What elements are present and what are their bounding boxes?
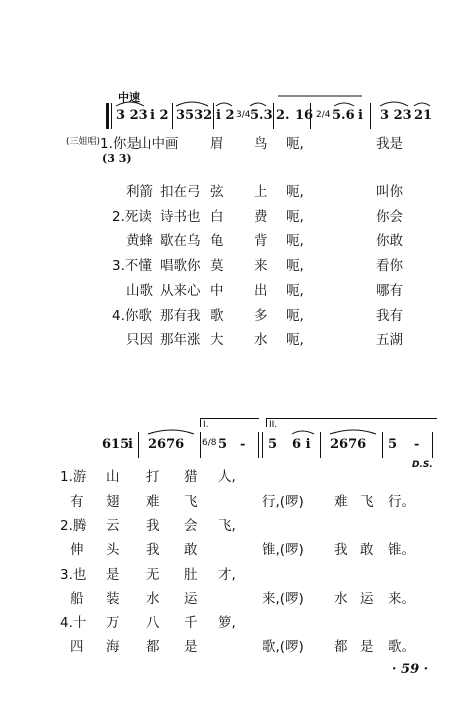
lyric: 云 bbox=[106, 518, 120, 534]
lyric: 猎 bbox=[184, 469, 198, 485]
lyric: 是 bbox=[184, 639, 198, 655]
lyric: 歌 bbox=[210, 308, 224, 324]
note-group: i 2 bbox=[150, 108, 169, 123]
lyric: 飞, bbox=[218, 518, 236, 534]
note-group: 3 23 bbox=[116, 108, 148, 123]
lyric: 歇在乌 bbox=[160, 233, 201, 249]
lyric: 四 bbox=[70, 639, 84, 655]
lyric: 呃, bbox=[286, 308, 304, 324]
lyric: 锥,(啰) bbox=[262, 542, 304, 558]
lyric: 都 bbox=[146, 639, 160, 655]
note-group: 5 bbox=[268, 437, 278, 452]
lyric: 山中画 bbox=[138, 136, 179, 152]
lyric: 行。 bbox=[388, 494, 415, 510]
lyric: 中 bbox=[210, 283, 224, 299]
lyric: 水 bbox=[146, 591, 160, 607]
lyric: 4.十 bbox=[60, 615, 87, 631]
lyric: 呃, bbox=[286, 136, 304, 152]
lyric: 背 bbox=[254, 233, 268, 249]
lyric: 肚 bbox=[184, 567, 198, 583]
note-group: 5.6 bbox=[332, 108, 355, 123]
lyric: 多 bbox=[254, 308, 268, 324]
lyric: 你会 bbox=[376, 209, 403, 225]
lyric: 龟 bbox=[210, 233, 224, 249]
lyric: 3.不懂 bbox=[112, 258, 152, 274]
lyric: 那有我 bbox=[160, 308, 201, 324]
lyric: 是 bbox=[360, 639, 374, 655]
note-group: 6 i bbox=[292, 437, 311, 452]
note-group: 21 bbox=[414, 108, 433, 123]
volta-label-1: I. bbox=[203, 420, 209, 430]
lyric: 你敢 bbox=[376, 233, 403, 249]
lyric: 万 bbox=[106, 615, 120, 631]
slur-arcs bbox=[0, 400, 474, 440]
note-group: 5.3 bbox=[250, 108, 273, 123]
lyric: 无 bbox=[146, 567, 160, 583]
lyric: 难 bbox=[334, 494, 348, 510]
lyric: 敢 bbox=[360, 542, 374, 558]
lyric: 八 bbox=[146, 615, 160, 631]
note-group: 2676 bbox=[330, 437, 367, 452]
slur-arcs bbox=[0, 0, 474, 140]
lyric: 会 bbox=[184, 518, 198, 534]
lyric: 船 bbox=[70, 591, 84, 607]
note-group: i bbox=[358, 108, 363, 123]
lyric: 唱歌你 bbox=[160, 258, 201, 274]
lyric: 敢 bbox=[184, 542, 198, 558]
note-group: 5 bbox=[218, 437, 228, 452]
note-group: 615 bbox=[102, 437, 130, 452]
lyric: 扣在弓 bbox=[160, 184, 201, 200]
lyric: 哪有 bbox=[376, 283, 403, 299]
lyric: 水 bbox=[334, 591, 348, 607]
lyric: 大 bbox=[210, 332, 224, 348]
lyric: 4.你歌 bbox=[112, 308, 152, 324]
lyric: 人, bbox=[218, 469, 236, 485]
time-signature: 6/8 bbox=[202, 438, 217, 448]
lyric: 锥。 bbox=[388, 542, 415, 558]
lyric: 海 bbox=[106, 639, 120, 655]
time-signature: 3/4 bbox=[236, 110, 251, 120]
lyric: 1.游 bbox=[60, 469, 87, 485]
lyric: 运 bbox=[360, 591, 374, 607]
lyric: 那年涨 bbox=[160, 332, 201, 348]
lyric: 鸟 bbox=[254, 136, 268, 152]
lyric: 叫你 bbox=[376, 184, 403, 200]
lyric: 行,(啰) bbox=[262, 494, 304, 510]
page-number: · 59 · bbox=[392, 662, 429, 677]
lyric: 3.也 bbox=[60, 567, 87, 583]
lyric: 呃, bbox=[286, 209, 304, 225]
lyric: 呃, bbox=[286, 184, 304, 200]
lyric: 头 bbox=[106, 542, 120, 558]
lyric: 呃, bbox=[286, 332, 304, 348]
lyric: 五湖 bbox=[376, 332, 403, 348]
lyric: 黄蜂 bbox=[126, 233, 153, 249]
lyric: 歌,(啰) bbox=[262, 639, 304, 655]
lyric: 利箭 bbox=[126, 184, 153, 200]
lyric: 弦 bbox=[210, 184, 224, 200]
lyric: 诗书也 bbox=[160, 209, 201, 225]
lyric: 2.腾 bbox=[60, 518, 87, 534]
lyric: 才, bbox=[218, 567, 236, 583]
lyric: 都 bbox=[334, 639, 348, 655]
note-group: i 2 bbox=[216, 108, 235, 123]
lyric: 装 bbox=[106, 591, 120, 607]
note-group: 3 23 bbox=[380, 108, 412, 123]
lyric: 呃, bbox=[286, 283, 304, 299]
lyric: 飞 bbox=[360, 494, 374, 510]
note-group: 3532 bbox=[176, 108, 213, 123]
lyric: 只因 bbox=[126, 332, 153, 348]
lyric: 白 bbox=[210, 209, 224, 225]
lyric: 从来心 bbox=[160, 283, 201, 299]
tempo-marking: 中速 bbox=[118, 91, 140, 104]
lyric: 歌。 bbox=[388, 639, 415, 655]
note-group: i bbox=[128, 437, 133, 452]
lyric: 难 bbox=[146, 494, 160, 510]
lyric: 来。 bbox=[388, 591, 415, 607]
lyric: 我是 bbox=[376, 136, 403, 152]
lyric: 飞 bbox=[184, 494, 198, 510]
voice-label: (三姐唱) bbox=[66, 137, 101, 147]
lyric: 2.死读 bbox=[112, 209, 152, 225]
lyric: 有 bbox=[70, 494, 84, 510]
lyric: 打 bbox=[146, 469, 160, 485]
lyric: 看你 bbox=[376, 258, 403, 274]
lyric: 出 bbox=[254, 283, 268, 299]
lyric: 1.你是 bbox=[100, 136, 140, 152]
dash: - bbox=[240, 437, 246, 452]
lyric: 上 bbox=[254, 184, 268, 200]
lyric: 水 bbox=[254, 332, 268, 348]
volta-label-2: II. bbox=[269, 420, 278, 430]
lyric: 费 bbox=[254, 209, 268, 225]
lyric: 运 bbox=[184, 591, 198, 607]
lyric: 呃, bbox=[286, 258, 304, 274]
lyric: 山歌 bbox=[126, 283, 153, 299]
lyric: 来,(啰) bbox=[262, 591, 304, 607]
lyric: 我有 bbox=[376, 308, 403, 324]
lyric: 伸 bbox=[70, 542, 84, 558]
note-group: 2676 bbox=[148, 437, 185, 452]
alt-notes: (3 3) bbox=[102, 152, 132, 165]
lyric: 我 bbox=[334, 542, 348, 558]
lyric: 我 bbox=[146, 518, 160, 534]
lyric: 呃, bbox=[286, 233, 304, 249]
time-signature: 2/4 bbox=[316, 110, 331, 120]
lyric: 翅 bbox=[106, 494, 120, 510]
lyric: 莫 bbox=[210, 258, 224, 274]
lyric: 箩, bbox=[218, 615, 236, 631]
note-group: 5 bbox=[388, 437, 398, 452]
dash: - bbox=[414, 437, 420, 452]
lyric: 我 bbox=[146, 542, 160, 558]
note-group: 2. bbox=[276, 108, 290, 123]
ds-marking: D.S. bbox=[412, 460, 433, 470]
lyric: 千 bbox=[184, 615, 198, 631]
lyric: 山 bbox=[106, 469, 120, 485]
lyric: 是 bbox=[106, 567, 120, 583]
note-group: 16 bbox=[295, 108, 314, 123]
lyric: 来 bbox=[254, 258, 268, 274]
lyric: 眉 bbox=[210, 136, 224, 152]
